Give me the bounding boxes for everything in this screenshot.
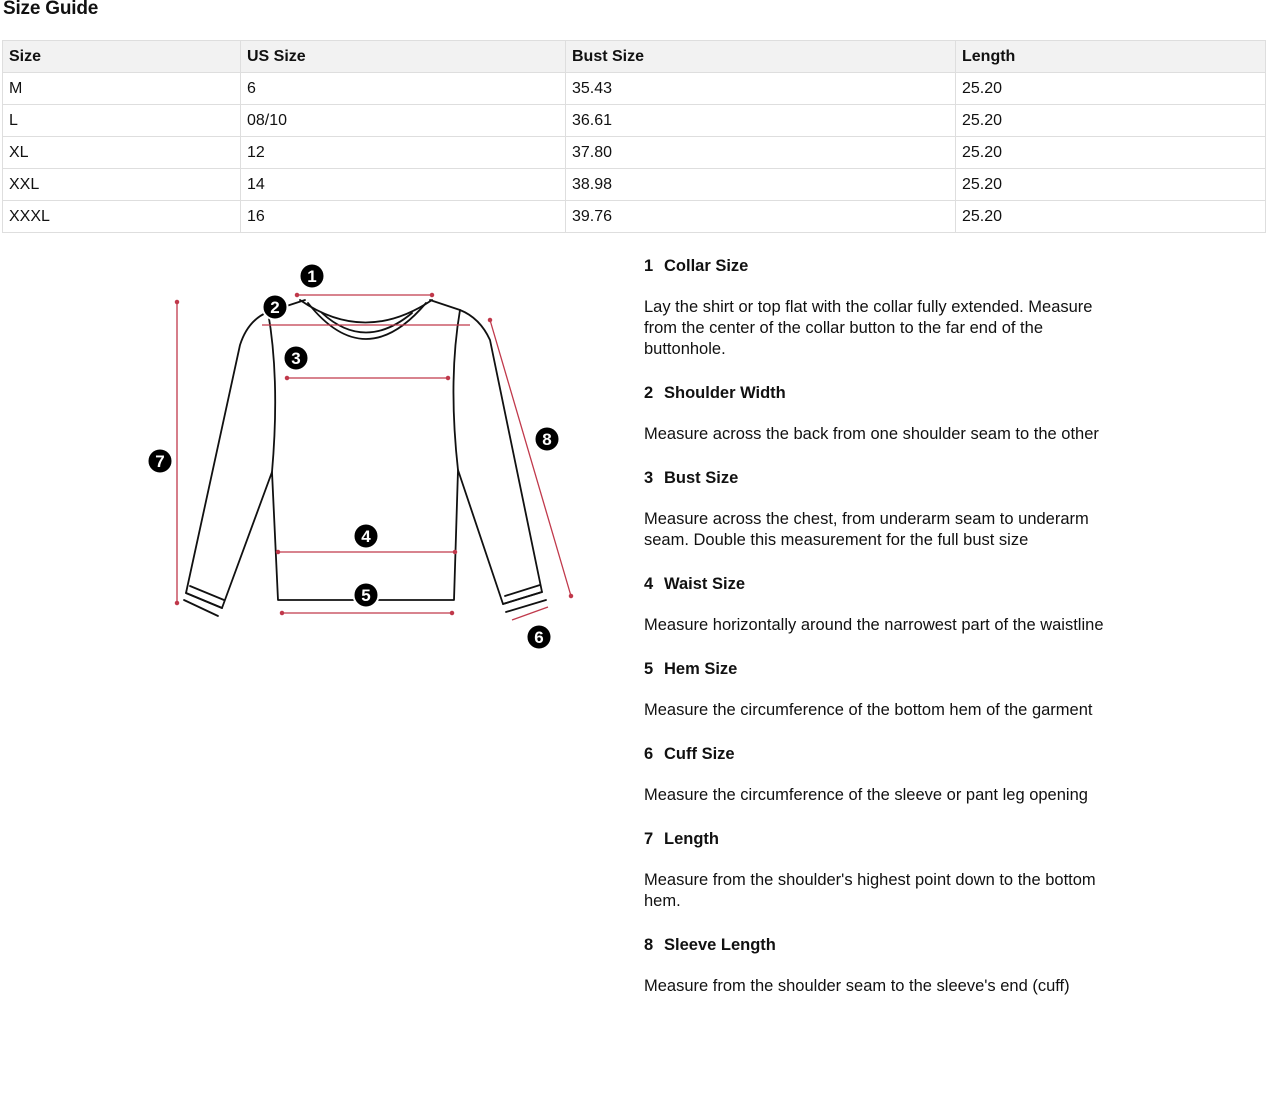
column-header: Size (3, 41, 241, 73)
marker-label: 5 (361, 586, 371, 605)
guide-description: Measure across the chest, from underarm seam to underarm seam. Double this measurement for the full bust size (644, 510, 1089, 549)
guide-heading (644, 573, 1114, 595)
guide-title: Bust Size (664, 469, 739, 487)
measurement-guide (644, 255, 1114, 1019)
guide-number: 1 (644, 257, 654, 275)
table-cell: XXXL (3, 201, 241, 233)
garment-measurement-diagram (140, 258, 580, 658)
table-cell: 39.76 (566, 201, 956, 233)
guide-number: 6 (644, 745, 654, 763)
marker-label: 3 (291, 349, 301, 368)
guide-description: Measure across the back from one shoulder seam to the other (644, 425, 1099, 443)
marker-label: 6 (534, 628, 544, 647)
guide-description: Measure from the shoulder seam to the sleeve's end (cuff) (644, 977, 1070, 995)
marker-label: 1 (307, 267, 317, 286)
table-cell: 38.98 (566, 169, 956, 201)
guide-number: 4 (644, 575, 654, 593)
marker-6 (527, 625, 552, 650)
guide-heading (644, 467, 1114, 489)
guide-title: Collar Size (664, 257, 749, 275)
table-cell: 25.20 (956, 105, 1266, 137)
guide-number: 2 (644, 384, 654, 402)
guide-number: 7 (644, 830, 654, 848)
table-row (3, 105, 1266, 137)
column-header: Length (956, 41, 1266, 73)
guide-item (644, 658, 1114, 721)
marker-3 (284, 346, 309, 371)
table-cell: 25.20 (956, 73, 1266, 105)
marker-1 (300, 264, 325, 289)
guide-title: Hem Size (664, 660, 738, 678)
guide-title: Sleeve Length (664, 936, 776, 954)
guide-title: Shoulder Width (664, 384, 786, 402)
marker-4 (354, 524, 379, 549)
guide-number: 8 (644, 936, 654, 954)
marker-2 (263, 295, 288, 320)
guide-description: Measure the circumference of the sleeve or pant leg opening (644, 786, 1088, 804)
guide-item (644, 255, 1114, 360)
table-header-row (3, 41, 1266, 73)
guide-item (644, 382, 1114, 445)
page-title: Size Guide (3, 0, 99, 19)
guide-item (644, 743, 1114, 806)
guide-heading (644, 743, 1114, 765)
table-row (3, 137, 1266, 169)
guide-number: 5 (644, 660, 654, 678)
table-row (3, 73, 1266, 105)
marker-label: 7 (155, 452, 165, 471)
table-cell: 16 (241, 201, 566, 233)
guide-item (644, 573, 1114, 636)
table-cell: L (3, 105, 241, 137)
table-cell: 35.43 (566, 73, 956, 105)
table-cell: 36.61 (566, 105, 956, 137)
marker-label: 2 (270, 298, 280, 317)
guide-item (644, 467, 1114, 551)
guide-heading (644, 658, 1114, 680)
guide-heading (644, 382, 1114, 404)
marker-7 (148, 449, 173, 474)
column-header: US Size (241, 41, 566, 73)
table-cell: 12 (241, 137, 566, 169)
table-cell: XL (3, 137, 241, 169)
size-table (2, 40, 1266, 233)
marker-5 (354, 583, 379, 608)
marker-8 (535, 427, 560, 452)
guide-description: Measure the circumference of the bottom hem of the garment (644, 701, 1093, 719)
table-cell: 25.20 (956, 201, 1266, 233)
marker-label: 4 (361, 527, 371, 546)
guide-title: Length (664, 830, 719, 848)
guide-item (644, 828, 1114, 912)
guide-heading (644, 255, 1114, 277)
table-cell: 37.80 (566, 137, 956, 169)
table-cell: M (3, 73, 241, 105)
guide-description: Measure from the shoulder's highest point down to the bottom hem. (644, 871, 1096, 910)
guide-description: Measure horizontally around the narrowest part of the waistline (644, 616, 1104, 634)
table-cell: 25.20 (956, 137, 1266, 169)
marker-label: 8 (542, 430, 552, 449)
guide-item (644, 934, 1114, 997)
table-cell: 08/10 (241, 105, 566, 137)
column-header: Bust Size (566, 41, 956, 73)
guide-title: Cuff Size (664, 745, 735, 763)
table-cell: 25.20 (956, 169, 1266, 201)
table-cell: XXL (3, 169, 241, 201)
table-cell: 6 (241, 73, 566, 105)
guide-title: Waist Size (664, 575, 745, 593)
table-row (3, 169, 1266, 201)
sweater-outline-icon (184, 300, 546, 616)
guide-description: Lay the shirt or top flat with the collar fully extended. Measure from the center of the collar button to the far end of the buttonhole. (644, 298, 1093, 358)
guide-heading (644, 934, 1114, 956)
guide-number: 3 (644, 469, 654, 487)
table-row (3, 201, 1266, 233)
guide-heading (644, 828, 1114, 850)
table-cell: 14 (241, 169, 566, 201)
